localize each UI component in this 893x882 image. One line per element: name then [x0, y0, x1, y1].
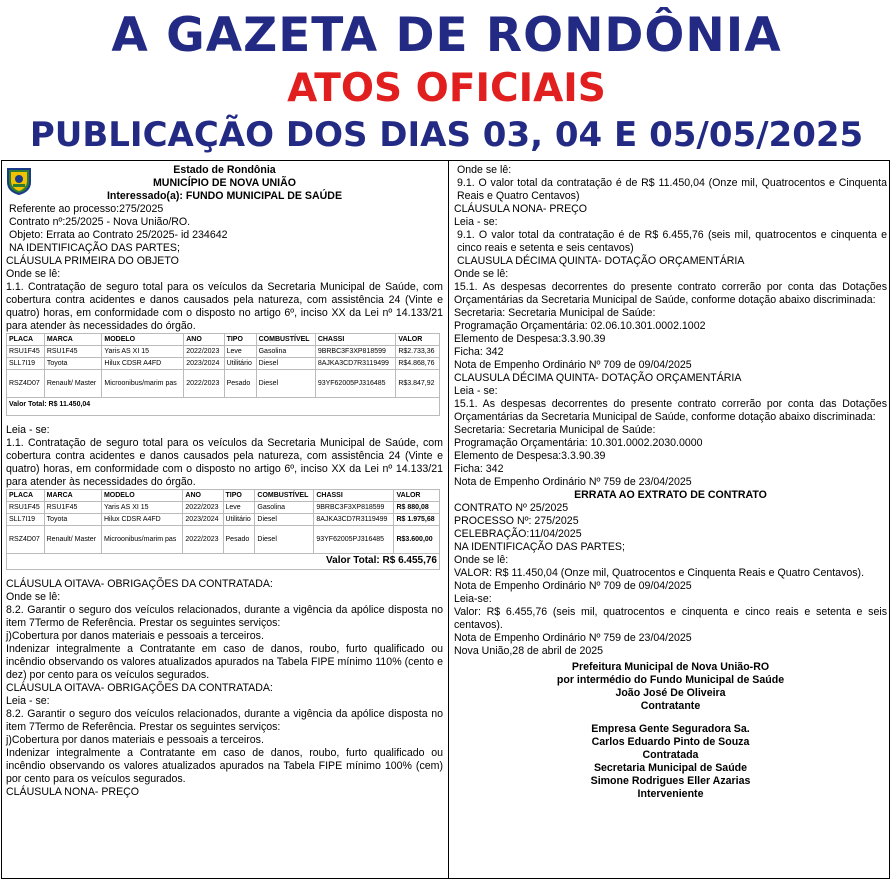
- table-row: [7, 370, 440, 398]
- cell: 2022/2023: [184, 346, 224, 358]
- cell: 2022/2023: [184, 370, 224, 398]
- nota-empenho-line: Nota de Empenho Ordinário Nº 709 de 09/04/2025: [454, 359, 692, 371]
- cell: Hilux CDSR A4FD: [102, 358, 184, 370]
- signature-role: Contratante: [640, 700, 701, 712]
- elemento-line: Elemento de Despesa:3.3.90.39: [454, 450, 606, 462]
- cell: Renault/ Master: [44, 526, 101, 554]
- ident-parties: NA IDENTIFICAÇÃO DAS PARTES;: [9, 242, 180, 254]
- col-modelo: MODELO: [101, 490, 182, 502]
- clause-eighth-indemnity: Indenizar integralmente a Contratante em caso de danos, roubo, furto qualificado ou incêndio observando os valores atualizados apurados na Tabela FIPE mínimo 110% (cento e dez) por cento para os veículos segurados.: [6, 643, 443, 681]
- cell: RSU1F45: [44, 502, 101, 514]
- cell: Leve: [223, 502, 255, 514]
- cell: Toyota: [44, 514, 101, 526]
- col-marca: MARCA: [44, 490, 101, 502]
- cell: 2022/2023: [183, 526, 223, 554]
- clause-first-title: CLÁUSULA PRIMEIRA DO OBJETO: [6, 255, 179, 267]
- cell: R$ 1.975,68: [394, 514, 440, 526]
- cell: Diesel: [255, 526, 314, 554]
- signature-line: Secretaria Municipal de Saúde: [593, 762, 748, 774]
- table-total-row: [7, 554, 440, 570]
- table-row: [7, 526, 440, 554]
- errata-ident: NA IDENTIFICAÇÃO DAS PARTES;: [454, 541, 625, 553]
- clause-ninth-title: CLÁUSULA NONA- PREÇO: [6, 786, 140, 798]
- cell: Toyota: [44, 358, 102, 370]
- signature-line: Prefeitura Municipal de Nova União-RO: [571, 661, 770, 673]
- leia-se-label: Leia - se:: [454, 385, 498, 397]
- cell: R$ 880,08: [394, 502, 440, 514]
- clause-eighth-title-b: CLÁUSULA OITAVA- OBRIGAÇÕES DA CONTRATADA:: [6, 682, 273, 694]
- signature-line: por intermédio do Fundo Municipal de Saúde: [556, 674, 785, 686]
- errata-value-corrected: Valor: R$ 6.455,76 (seis mil, quatrocentos e cinquenta e cinco reais e setenta e seis centavos).: [454, 606, 887, 631]
- table-total-row: [7, 398, 440, 416]
- leia-se-label: Leia-se:: [454, 593, 492, 605]
- clause-fifteenth-title: CLAUSULA DÉCIMA QUINTA- DOTAÇÃO ORÇAMENTÁRIA: [457, 255, 745, 267]
- cell: RSZ4D07: [7, 526, 45, 554]
- onde-se-le-label: Onde se lê:: [6, 268, 61, 280]
- col-chassi: CHASSI: [314, 490, 394, 502]
- cell: Leve: [224, 346, 256, 358]
- secretaria-line: Secretaria: Secretaria Municipal de Saúde:: [454, 307, 656, 319]
- table-row: [7, 358, 440, 370]
- signature-line: Carlos Eduardo Pinto de Souza: [591, 736, 750, 748]
- col-chassi: CHASSI: [315, 334, 396, 346]
- cell: Renault/ Master: [44, 370, 102, 398]
- section-title: ATOS OFICIAIS: [287, 66, 606, 111]
- leia-se-label: Leia - se:: [454, 216, 498, 228]
- clause-first-text-corrected: 1.1. Contratação de seguro total para os veículos da Secretaria Municipal de Saúde, com cobertura contra acidentes e danos causados pela natureza, com assistência 24 (Vinte e quatro) horas, em conformidade com o disposto no artigo 6º, inciso XX da Lei nº 14.133/21 para atender às necessidades do órgão.: [6, 437, 443, 488]
- table-row: [7, 514, 440, 526]
- cell: RSU1F45: [7, 346, 45, 358]
- col-valor: VALOR: [394, 490, 440, 502]
- cell: Yaris AS XI 15: [101, 502, 182, 514]
- state-name: Estado de Rondônia: [173, 164, 276, 176]
- table-header-row: [7, 490, 440, 502]
- clause-fifteenth-title-b: CLAUSULA DÉCIMA QUINTA- DOTAÇÃO ORÇAMENTÁRIA: [454, 372, 742, 384]
- col-marca: MARCA: [44, 334, 102, 346]
- clause-fifteenth-text-corrected: 15.1. As despesas decorrentes do presente contrato correrão por conta das Dotações Orçamentárias da Secretaria Municipal de Saúde, conforme dotação abaixo discriminada:: [454, 398, 887, 423]
- col-placa: PLACA: [7, 334, 45, 346]
- interested-party: Interessado(a): FUNDO MUNICIPAL DE SAÚDE: [106, 190, 343, 202]
- errata-celebration: CELEBRAÇÃO:11/04/2025: [454, 528, 582, 540]
- cell: 2022/2023: [183, 502, 223, 514]
- municipality-name: MUNICÍPIO DE NOVA UNIÃO: [152, 177, 297, 189]
- col-tipo: TIPO: [223, 490, 255, 502]
- cell: Yaris AS XI 15: [102, 346, 184, 358]
- errata-nota-corrected: Nota de Empenho Ordinário Nº 759 de 23/04/2025: [454, 632, 692, 644]
- clause-eighth-text: 8.2. Garantir o seguro dos veículos relacionados, durante a vigência da apólice disposta no item 7Termo de Referência. Prestar os seguintes serviços:: [6, 604, 443, 629]
- col-placa: PLACA: [7, 490, 45, 502]
- clause-eighth-item: j)Cobertura por danos materiais e pessoais a terceiros.: [6, 630, 264, 642]
- cell: R$3.600,00: [394, 526, 440, 554]
- cell: 93YF62005PJ316485: [315, 370, 396, 398]
- column-divider: [448, 161, 449, 878]
- errata-nota-original: Nota de Empenho Ordinário Nº 709 de 09/04/2025: [454, 580, 692, 592]
- clause-first-text: 1.1. Contratação de seguro total para os veículos da Secretaria Municipal de Saúde, com cobertura contra acidentes e danos causados pela natureza, com assistência 24 (Vinte e quatro) horas, em conformidade com o disposto no artigo 6º, inciso XX da Lei nº 14.133/21 para atender às necessidades do órgão.: [6, 281, 443, 332]
- onde-se-le-label: Onde se lê:: [454, 268, 509, 280]
- total-corrected: Valor Total: R$ 6.455,76: [7, 554, 440, 570]
- clause-eighth-text-corrected: 8.2. Garantir o seguro dos veículos relacionados, durante a vigência da apólice disposta no item 7Termo de Referência. Prestar os seguintes serviços:: [6, 708, 443, 733]
- nota-empenho-line: Nota de Empenho Ordinário Nº 759 de 23/04/2025: [454, 476, 692, 488]
- clause-fifteenth-text: 15.1. As despesas decorrentes do presente contrato correrão por conta das Dotações Orçamentárias da Secretaria Municipal de Saúde, conforme dotação abaixo discriminada:: [454, 281, 887, 306]
- cell: Gasolina: [255, 502, 314, 514]
- col-ano: ANO: [183, 490, 223, 502]
- cell: R$2.733,36: [396, 346, 440, 358]
- process-ref: Referente ao processo:275/2025: [9, 203, 164, 215]
- elemento-line: Elemento de Despesa:3.3.90.39: [454, 333, 606, 345]
- cell: Pesado: [224, 370, 256, 398]
- signature-role: Contratada: [642, 749, 699, 761]
- programacao-line: Programação Orçamentária: 02.06.10.301.0002.1002: [454, 320, 706, 332]
- table-row: [7, 346, 440, 358]
- right-column: [454, 164, 887, 801]
- official-notice: [1, 160, 890, 879]
- cell: Microonibus/marim pas: [102, 370, 184, 398]
- cell: R$3.847,92: [396, 370, 440, 398]
- vehicle-table-original: [6, 333, 440, 416]
- cell: SLL7I19: [7, 514, 45, 526]
- col-combustivel: COMBUSTÍVEL: [255, 490, 314, 502]
- errata-title: ERRATA AO EXTRATO DE CONTRATO: [574, 489, 767, 501]
- cell: Diesel: [256, 358, 315, 370]
- cell: Gasolina: [256, 346, 315, 358]
- onde-se-le-label: Onde se lê:: [6, 591, 61, 603]
- cell: 8AJKA3CD7R3119499: [315, 358, 396, 370]
- ficha-line: Ficha: 342: [454, 463, 504, 475]
- newspaper-title: A GAZETA DE RONDÔNIA: [111, 8, 782, 63]
- errata-value-original: VALOR: R$ 11.450,04 (Onze mil, Quatrocentos e Cinquenta Reais e Quatro Centavos).: [454, 567, 865, 579]
- object-line: Objeto: Errata ao Contrato 25/2025- id 234642: [9, 229, 228, 241]
- cell: 9BRBC3F3XP818599: [315, 346, 396, 358]
- leia-se-label: Leia - se:: [6, 424, 50, 436]
- left-column: [6, 164, 443, 799]
- onde-se-le-label: Onde se lê:: [457, 164, 512, 176]
- cell: Hilux CDSR A4FD: [101, 514, 182, 526]
- onde-se-le-label: Onde se lê:: [454, 554, 509, 566]
- signature-line: Simone Rodrigues Eller Azarias: [590, 775, 751, 787]
- clause-eighth-item-corrected: j)Cobertura por danos materiais e pessoais a terceiros.: [6, 734, 264, 746]
- col-ano: ANO: [184, 334, 224, 346]
- table-header-row: [7, 334, 440, 346]
- errata-process: PROCESSO Nº: 275/2025: [454, 515, 579, 527]
- cell: 2023/2024: [183, 514, 223, 526]
- cell: Diesel: [256, 370, 315, 398]
- cell: 9BRBC3F3XP818599: [314, 502, 394, 514]
- errata-date: Nova União,28 de abril de 2025: [454, 645, 604, 657]
- cell: Microonibus/marim pas: [101, 526, 182, 554]
- clause-eighth-title: CLÁUSULA OITAVA- OBRIGAÇÕES DA CONTRATADA:: [6, 578, 273, 590]
- cell: Diesel: [255, 514, 314, 526]
- cell: 8AJKA3CD7R3119499: [314, 514, 394, 526]
- col-tipo: TIPO: [224, 334, 256, 346]
- cell: SLL7I19: [7, 358, 45, 370]
- cell: Utilitário: [223, 514, 255, 526]
- cell: RSU1F45: [7, 502, 45, 514]
- errata-contract: CONTRATO Nº 25/2025: [454, 502, 569, 514]
- cell: Utilitário: [224, 358, 256, 370]
- table-row: [7, 502, 440, 514]
- clause-ninth-text-corrected: 9.1. O valor total da contratação é de R$ 6.455,76 (seis mil, quatrocentos e cinquenta e cinco reais e setenta e seis centavos): [457, 229, 887, 254]
- clause-eighth-indemnity-corrected: Indenizar integralmente a Contratante em caso de danos, roubo, furto qualificado ou incêndio observando os valores atualizados apurados na Tabela FIPE mínimo 100% (cem) por cento para os veículos segurados.: [6, 747, 443, 785]
- cell: Pesado: [223, 526, 255, 554]
- cell: RSU1F45: [44, 346, 102, 358]
- cell: 2023/2024: [184, 358, 224, 370]
- col-combustivel: COMBUSTÍVEL: [256, 334, 315, 346]
- total-original: Valor Total: R$ 11.450,04: [7, 398, 440, 416]
- leia-se-label: Leia - se:: [6, 695, 50, 707]
- ficha-line: Ficha: 342: [454, 346, 504, 358]
- cell: 93YF62005PJ316485: [314, 526, 394, 554]
- clause-ninth-title: CLÁUSULA NONA- PREÇO: [454, 203, 588, 215]
- contract-number: Contrato nº:25/2025 - Nova União/RO.: [9, 216, 191, 228]
- cell: RSZ4D07: [7, 370, 45, 398]
- publication-dates: PUBLICAÇÃO DOS DIAS 03, 04 E 05/05/2025: [29, 115, 864, 155]
- col-valor: VALOR: [396, 334, 440, 346]
- signature-line: João José De Oliveira: [615, 687, 726, 699]
- secretaria-line: Secretaria: Secretaria Municipal de Saúde:: [454, 424, 656, 436]
- vehicle-table-corrected: [6, 489, 440, 570]
- signature-role: Interveniente: [637, 788, 704, 800]
- programacao-line: Programação Orçamentária: 10.301.0002.2030.0000: [454, 437, 703, 449]
- clause-ninth-text: 9.1. O valor total da contratação é de R$ 11.450,04 (Onze mil, Quatrocentos e Cinquenta Reais e Quatro Centavos): [457, 177, 887, 202]
- col-modelo: MODELO: [102, 334, 184, 346]
- cell: R$4.868,76: [396, 358, 440, 370]
- signature-line: Empresa Gente Seguradora Sa.: [591, 723, 750, 735]
